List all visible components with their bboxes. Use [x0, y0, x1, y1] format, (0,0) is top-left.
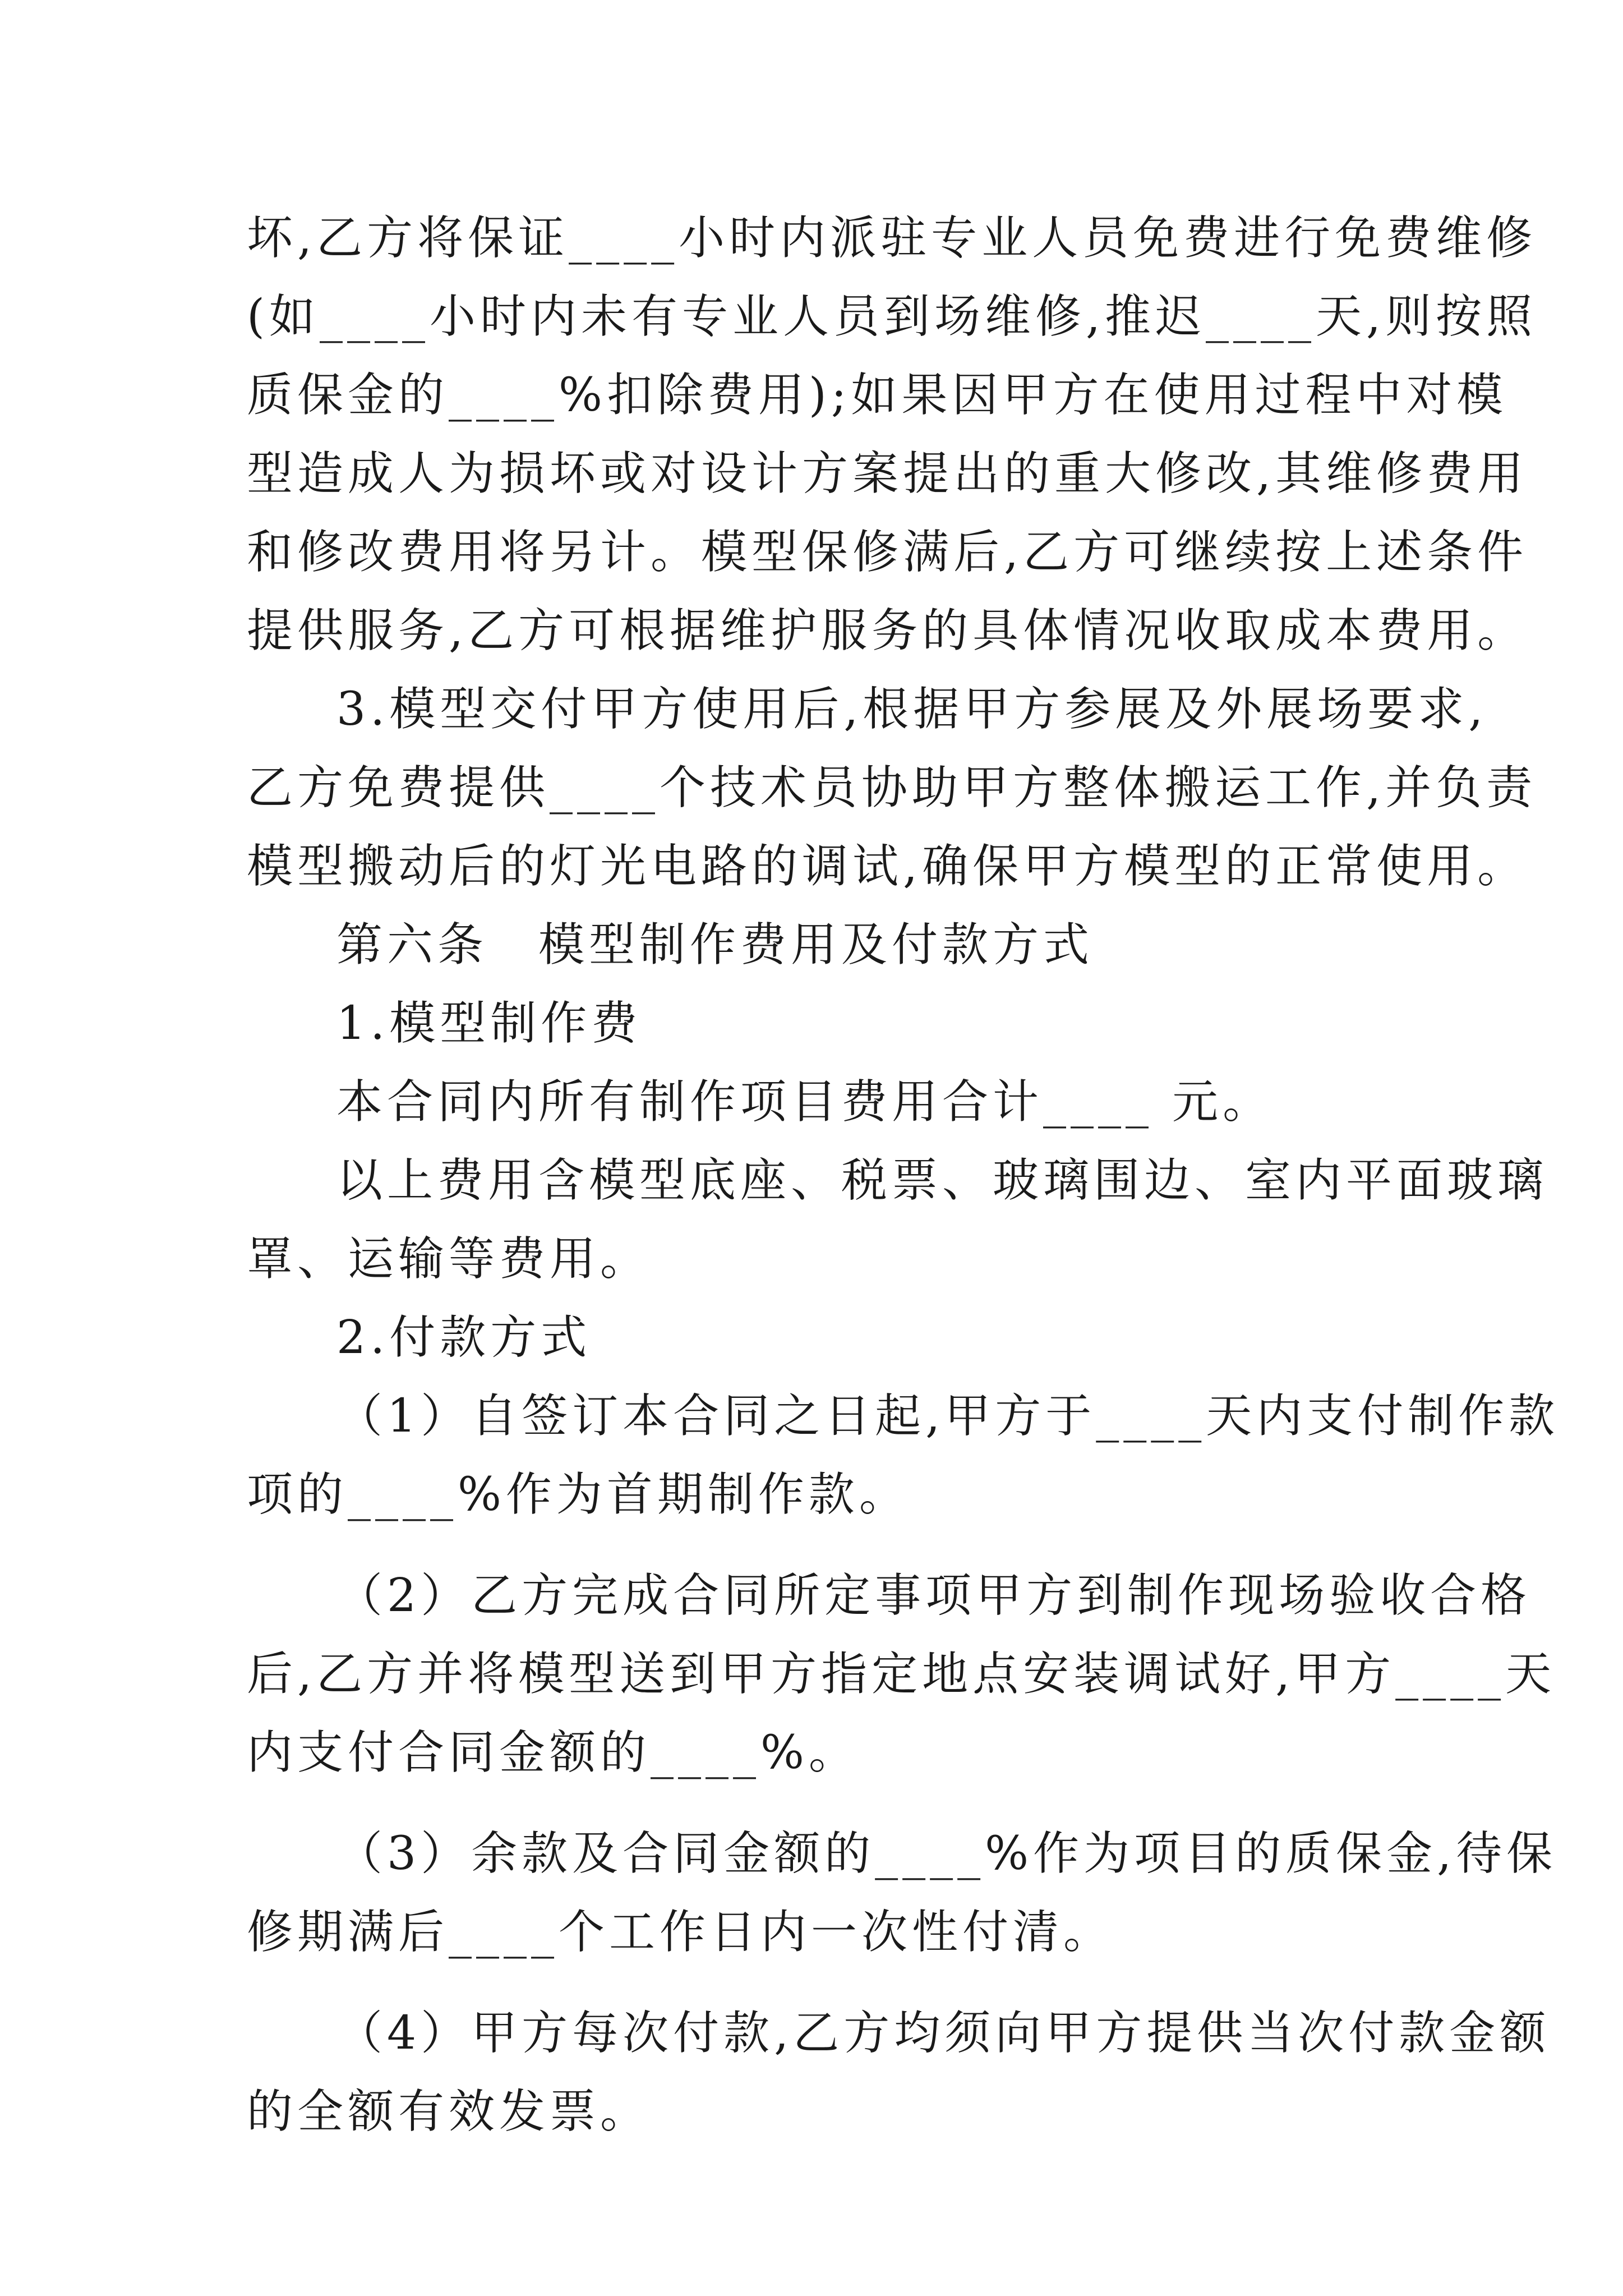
- text-line: 罩、运输等费用。: [247, 1232, 651, 1286]
- subsection-heading: 2.付款方式: [336, 1311, 592, 1364]
- text-line: 模型搬动后的灯光电路的调试,确保甲方模型的正常使用。: [247, 840, 1528, 893]
- text-line: （3）余款及合同金额的____%作为项目的质保金,待保: [336, 1827, 1557, 1880]
- text-line: 和修改费用将另计。模型保修满后,乙方可继续按上述条件: [247, 526, 1528, 579]
- text-line: （2）乙方完成合同所定事项甲方到制作现场验收合格: [336, 1569, 1532, 1622]
- text-line: 坏,乙方将保证____小时内派驻专业人员免费进行免费维修: [247, 211, 1537, 265]
- text-line: 3.模型交付甲方使用后,根据甲方参展及外展场要求,: [336, 683, 1488, 736]
- text-line: 以上费用含模型底座、税票、玻璃围边、室内平面玻璃: [336, 1154, 1548, 1207]
- text-line: (如____小时内未有专业人员到场维修,推迟____天,则按照: [247, 290, 1537, 343]
- subsection-heading: 1.模型制作费: [336, 997, 642, 1050]
- text-line: 的全额有效发票。: [247, 2085, 651, 2138]
- text-line: 内支付合同金额的____%。: [247, 1726, 859, 1779]
- text-line: （1）自签订本合同之日起,甲方于____天内支付制作款: [336, 1389, 1560, 1443]
- text-line: 型造成人为损坏或对设计方案提出的重大修改,其维修费用: [247, 447, 1528, 500]
- text-line: 质保金的____%扣除费用);如果因甲方在使用过程中对模: [247, 369, 1507, 422]
- text-line: 本合同内所有制作项目费用合计____ 元。: [336, 1075, 1274, 1129]
- text-line: 修期满后____个工作日内一次性付清。: [247, 1906, 1114, 1959]
- text-line: 提供服务,乙方可根据维护服务的具体情况收取成本费用。: [247, 604, 1528, 657]
- text-line: （4）甲方每次付款,乙方均须向甲方提供当次付款金额: [336, 2007, 1551, 2060]
- text-line: 后,乙方并将模型送到甲方指定地点安装调试好,甲方____天: [247, 1648, 1556, 1701]
- text-line: 项的____%作为首期制作款。: [247, 1468, 910, 1521]
- text-line: 乙方免费提供____个技术员协助甲方整体搬运工作,并负责: [247, 761, 1537, 815]
- section-heading: 第六条 模型制作费用及付款方式: [336, 918, 1094, 972]
